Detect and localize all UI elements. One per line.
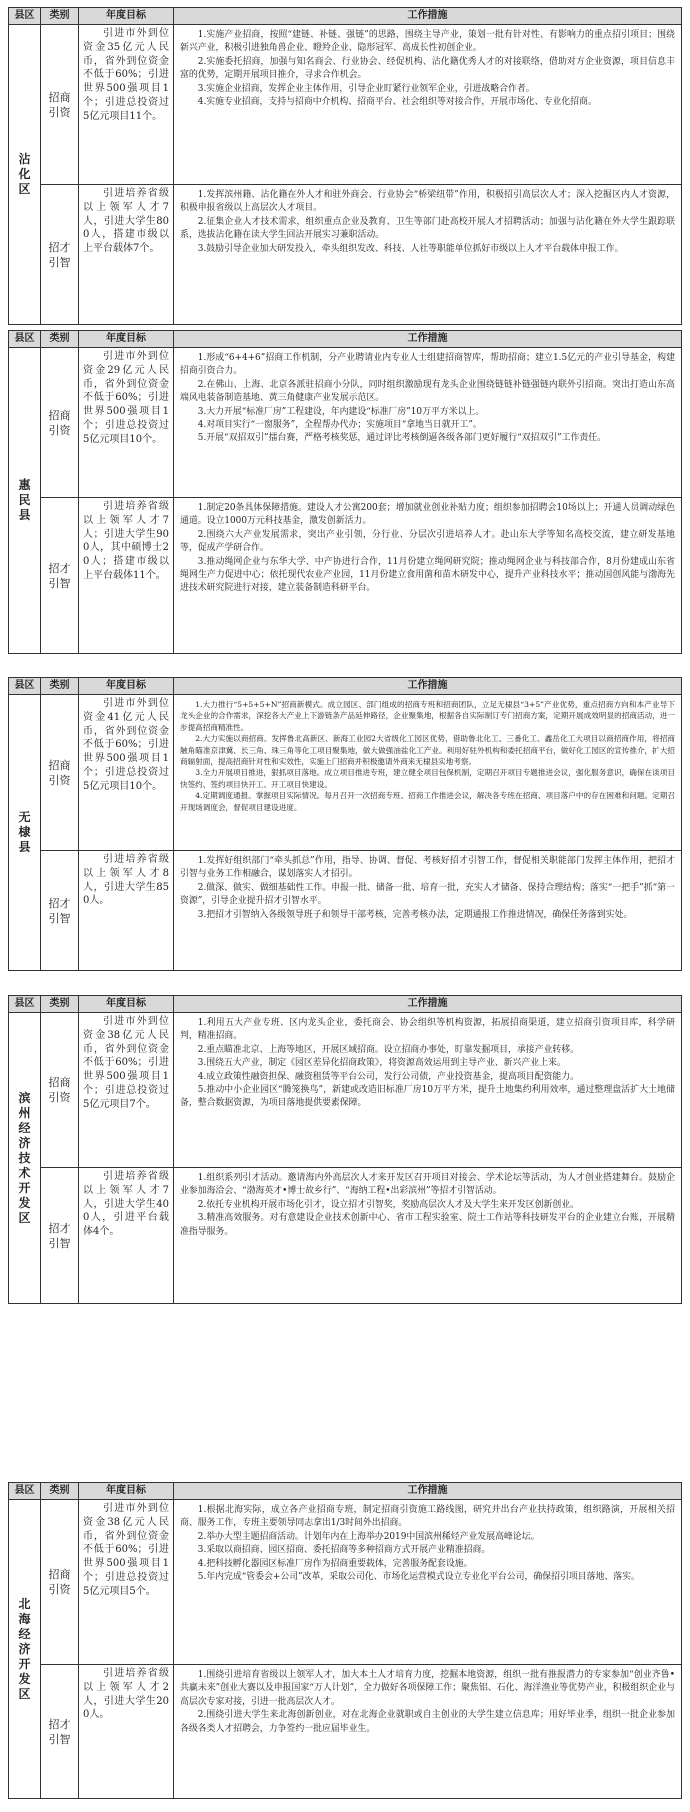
measure-item: 3.大力开展“标准厂房”工程建设，年内建设“标准厂房”10万平方米以上。 (197, 406, 485, 417)
header-category: 类别 (41, 331, 79, 348)
target-cell: 引进培养省级以上领军人才8人，引进大学生850人。 (79, 851, 174, 971)
measures-cell (174, 1168, 682, 1304)
table-row (9, 25, 682, 185)
header-target: 年度目标 (79, 996, 174, 1013)
header-category: 类别 (41, 996, 79, 1013)
table-row (9, 1665, 682, 1799)
category-cell: 招商引资 (41, 348, 79, 498)
table-header-row (9, 996, 682, 1013)
header-measures: 工作措施 (174, 331, 682, 348)
measure-item: 1.围绕引进培育省级以上领军人才，加大本土人才培育力度，挖掘本地资源，组织一批有推报潜力的专家参加“创业齐鲁•共赢未来”创业大赛以及申报国家“万人计划”，全力做好各项保障工作；聚焦铝、石化、海洋渔业等优势产业，积极组织企业与高层次专家对接，引进一批高层次人才。 (180, 1670, 675, 1707)
measure-item: 1.形成“6+4+6”招商工作机制，分产业聘请业内专业人士组建招商智库，帮助招商；建立1.5亿元的产业引导基金，构建招商引资合力。 (180, 353, 675, 377)
category-cell: 招才引智 (41, 1665, 79, 1799)
measure-item: 1.组织系列引才活动。邀请海内外高层次人才来开发区召开项目对接会、学术论坛等活动，为人才创业搭建舞台。鼓励企业参加海洽会、“渤海英才•博士故乡行”、“海纳工程•出彩滨州”等招才引智活动。 (180, 1173, 675, 1197)
measure-item: 2.重点瞄准北京、上海等地区，开展区域招商。设立招商办事处，盯靠发掘项目，承接产业转移。 (197, 1044, 580, 1055)
measure-item: 2.大力实施以商招商。发挥鲁北高新区、新海工业园2大省级化工园区优势，借助鲁北化工、三番化工、鑫岳化工大项目以商招商作用，将招商触角瞄准京津冀、长三角、珠三角等化工项目聚集地，做大做强油盐化工产业。利用好驻外机构和委托招商平台，做好化工园区的宣传推介，扩大招商辐射面，提高招商针对性和实效性，实施上门招商并积极邀请外商来无棣县实地考察。 (180, 734, 675, 767)
measures-cell (174, 695, 682, 851)
category-cell: 招商引资 (41, 1013, 79, 1168)
measure-item: 2.围绕引进大学生来北海创新创业，对在北海企业就职或自主创业的大学生建立信息库；用好毕业季，组织一批企业参加各级各类人才招聘会，力争签约一批应届毕业生。 (180, 1710, 675, 1734)
category-cell: 招才引智 (41, 498, 79, 654)
county-cell: 无棣县 (9, 695, 41, 971)
table-row (9, 1500, 682, 1665)
measures-cell (174, 1013, 682, 1168)
header-county: 县区 (9, 1483, 41, 1500)
measure-item: 1.大力推行“5+5+5+N”招商新模式。成立园区、部门组成的招商专班和招商团队，立足无棣县“3+5”产业优势，重点招商方向和本产业导下龙头企业的合作需求，深挖各大产业上下游链条产品延伸路径，企业聚集地，根据各自实际制订专门招商方案，定期开展成效明显的招商活动，进一步提高招商精准性。 (180, 700, 675, 732)
measure-item: 1.发挥好组织部门“牵头抓总”作用，指导、协调、督促、考核好招才引智工作，督促相关职能部门发挥主体作用，把招才引智与业务工作相融合，谋划落实人才招引。 (180, 856, 675, 880)
measure-item: 5.推动中小企业园区“腾笼换鸟”，新建或改造旧标准厂房10万平方米，提升土地集约利用效率，通过整理盘活扩大土地储备，整合数据资源，为项目落地提供要素保障。 (180, 1085, 675, 1109)
header-county: 县区 (9, 8, 41, 25)
table-header-row (9, 1483, 682, 1500)
header-category: 类别 (41, 678, 79, 695)
measures-cell (174, 1665, 682, 1799)
header-measures: 工作措施 (174, 1483, 682, 1500)
target-cell: 引进市外到位资金38亿元人民币，省外到位资金不低于60%；引进世界500强项目1个；引进总投资过5亿元项目7个。 (79, 1013, 174, 1168)
target-cell: 引进培养省级以上领军人才2人，引进大学生200人。 (79, 1665, 174, 1799)
target-cell: 引进培养省级以上领军人才7人，引进大学生400人，引进平台载体4个。 (79, 1168, 174, 1304)
measure-item: 4.定期调度通报。掌握项目实际情况。每月召开一次招商专班、招商工作推进会议，解决各专班在招商、项目落户中的存在困难和问题。定期召开现场调度会，督促项目建设进度。 (180, 791, 675, 812)
measure-item: 3.把招才引智纳入各级领导班子和领导干部考核，完善考核办法，定期通报工作推进情况，确保任务落到实处。 (197, 909, 633, 920)
table-row (9, 185, 682, 325)
category-cell: 招才引智 (41, 185, 79, 325)
measure-item: 2.实施委托招商，加强与知名商会、行业协会、经促机构、沾化籍优秀人才的对接联络，借助对方企业资源，项目信息丰富的优势，定期开展项目推介，寻求合作机会。 (180, 56, 675, 81)
target-cell: 引进市外到位资金35亿元人民币，省外到位资金不低于60%；引进世界500强项目1个；引进总投资过5亿元项目11个。 (79, 25, 174, 185)
header-target: 年度目标 (79, 8, 174, 25)
measure-item: 3.全力开展项目推进，狠抓项目落地。成立项目推进专班，建立健全项目包保机制，定期召开项目专题推进会议，强化服务意识，确保在谈项目快签约、签约项目快开工、开工项目快建设。 (180, 768, 675, 789)
header-target: 年度目标 (79, 331, 174, 348)
header-target: 年度目标 (79, 678, 174, 695)
county-cell: 滨州经济技术开发区 (9, 1013, 41, 1304)
measure-item: 5.年内完成“管委会+公司”改革，采取公司化、市场化运营模式设立专业化平台公司，确保招引项目落地、落实。 (197, 1572, 640, 1583)
measure-item: 2.围绕六大产业发展需求，突出产业引领，分行业、分层次引进培养人才。赴山东大学等知名高校交流，建立研发基地等，促成产学研合作。 (180, 529, 675, 554)
measure-item: 2.征集企业人才技术需求，组织重点企业及教育、卫生等部门赴高校开展人才招聘活动；加强与沾化籍在外大学生跟踪联系，选拔沾化籍在读大学生回沾开展实习兼职活动。 (180, 216, 675, 241)
table-row (9, 348, 682, 498)
section-table-beihai-edz (8, 1482, 682, 1799)
table-row (9, 498, 682, 654)
header-measures: 工作措施 (174, 8, 682, 25)
table-row (9, 1013, 682, 1168)
county-cell: 惠民县 (9, 348, 41, 654)
target-cell: 引进市外到位资金29亿元人民币，省外到位资金不低于60%；引进世界500强项目1个；引进总投资过5亿元项目10个。 (79, 348, 174, 498)
measure-item: 1.根据北海实际，成立各产业招商专班，制定招商引资施工路线图，研究并出台产业扶持政策，组织路演，开展相关招商、服务工作，专班主要领导同志拿出1/3时间外出招商。 (180, 1505, 675, 1529)
measures-cell (174, 348, 682, 498)
header-measures: 工作措施 (174, 678, 682, 695)
category-cell: 招才引智 (41, 1168, 79, 1304)
county-cell: 沾化区 (9, 25, 41, 325)
header-category: 类别 (41, 8, 79, 25)
table-row (9, 695, 682, 851)
measure-item: 3.鼓励引导企业加大研发投入，牵头组织发改、科技、人社等职能单位抓好市级以上人才平台载体申报工作。 (197, 243, 624, 254)
county-cell: 北海经济开发区 (9, 1500, 41, 1799)
measure-item: 5.开展“双招双引”擂台赛，严格考核奖惩，通过评比考核倒逼各级各部门更好履行“双招双引”工作责任。 (197, 433, 607, 444)
section-table-binzhou-etdz (8, 995, 682, 1304)
header-county: 县区 (9, 678, 41, 695)
measure-item: 2.在佛山、上海、北京各派驻招商小分队，同时组织激励现有龙头企业围绕链链补链强链内联外引招商。突出打造山东高端风电装备制造基地、黄三角健康产业发展示范区。 (180, 379, 675, 404)
header-target: 年度目标 (79, 1483, 174, 1500)
table-row (9, 851, 682, 971)
measures-cell (174, 1500, 682, 1665)
measure-item: 3.采取以商招商、园区招商、委托招商等多种招商方式开展产业精准招商。 (197, 1545, 491, 1556)
category-cell: 招商引资 (41, 25, 79, 185)
measures-cell (174, 851, 682, 971)
measure-item: 3.推动绳网企业与东华大学、中产协进行合作，11月份建立绳网研究院；推动绳网企业与科技部合作，8月份建成山东省绳网生产力促进中心；依托现代农业产业园，11月份建立食用菌和苗木研发中心，提升产业科技水平；推动国创风能与渤海先进技术研究院进行对接，建立装备制造科研平台。 (180, 556, 675, 594)
measure-item: 2.举办大型主题招商活动。计划年内在上海举办2019中国滨州稀烃产业发展高峰论坛。 (197, 1531, 540, 1542)
measure-item: 4.成立政策性融资担保、融资租赁等平台公司，发行公司债，产业投资基金，提高项目配资能力。 (197, 1071, 580, 1082)
measure-item: 4.实施专业招商，支持与招商中介机构、招商平台、社会组织等对接合作，开展市场化、专业化招商。 (197, 97, 597, 108)
measure-item: 4.把科技孵化器园区标准厂房作为招商重要载体，完善服务配套设施。 (197, 1558, 473, 1569)
table-row (9, 1168, 682, 1304)
category-cell: 招商引资 (41, 1500, 79, 1665)
table-header-row (9, 331, 682, 348)
target-cell: 引进市外到位资金41亿元人民币，省外到位资金不低于60%；引进世界500强项目1个；引进总投资过5亿元项目10个。 (79, 695, 174, 851)
category-cell: 招才引智 (41, 851, 79, 971)
measure-item: 1.利用五大产业专班、区内龙头企业，委托商会、协会组织等机构资源，拓展招商渠道，建立招商引资项目库，科学研判，精准招商。 (180, 1018, 675, 1042)
measure-item: 4.对项目实行“一窗服务”，全程帮办代办；实施项目“拿地当日就开工”。 (197, 420, 482, 431)
measures-cell (174, 498, 682, 654)
measure-item: 1.发挥滨州籍、沾化籍在外人才和驻外商会、行业协会“桥梁纽带”作用，积极招引高层次人才；深入挖掘区内人才资源，积极申报省级以上高层次人才项目。 (180, 190, 675, 214)
table-header-row (9, 678, 682, 695)
header-county: 县区 (9, 331, 41, 348)
target-cell: 引进培养省级以上领军人才7人，引进大学生800人，搭建市级以上平台载体7个。 (79, 185, 174, 325)
measure-item: 3.实施企业招商，发挥企业主体作用，引导企业盯紧行业领军企业，引进战略合作者。 (197, 83, 535, 94)
target-cell: 引进培养省级以上领军人才7人；引进大学生900人，其中硕博士20人；搭建市级以上平台载体11个。 (79, 498, 174, 654)
header-county: 县区 (9, 996, 41, 1013)
measure-item: 2.做深、做实、做细基础性工作。申报一批、储备一批、培育一批，充实人才储备、保持合理结构；落实“一把手”抓“第一资源”，引导企业提升招才引智水平。 (180, 882, 675, 907)
measures-cell (174, 185, 682, 325)
measures-cell (174, 25, 682, 185)
header-measures: 工作措施 (174, 996, 682, 1013)
section-table-zhanhua (8, 7, 682, 325)
measure-item: 3.围绕五大产业，制定《园区差异化招商政策》，将资源高效运用到主导产业、新兴产业上来。 (197, 1058, 566, 1069)
target-cell: 引进市外到位资金38亿元人民币，省外到位资金不低于60%；引进世界500强项目1个；引进总投资过5亿元项目5个。 (79, 1500, 174, 1665)
measure-item: 2.依托专业机构开展市场化引才，设立招才引智奖，奖励高层次人才及大学生来开发区创新创业。 (197, 1199, 580, 1210)
section-table-wudi (8, 677, 682, 971)
measure-item: 1.制定20条具体保障措施。建设人才公寓200套；增加就业创业补贴力度；组织参加招聘会10场以上；开通人员调动绿色通道。设立1000万元科技基金，激发创新活力。 (180, 503, 675, 527)
measure-item: 3.精准高效服务。对有意建设企业技术创新中心、省市工程实验室、院士工作站等科技研发平台的企业建立台账，开展精准指导服务。 (180, 1213, 675, 1237)
table-header-row (9, 8, 682, 25)
section-table-huimin (8, 330, 682, 654)
header-category: 类别 (41, 1483, 79, 1500)
category-cell: 招商引资 (41, 695, 79, 851)
measure-item: 1.实施产业招商，按照“建链、补链、强链”的思路，围绕主导产业，策划一批有针对性、有影响力的重点招引项目；围绕新兴产业，积极引进独角兽企业、瞪羚企业、隐形冠军、高成长性初创企业。 (180, 30, 675, 54)
